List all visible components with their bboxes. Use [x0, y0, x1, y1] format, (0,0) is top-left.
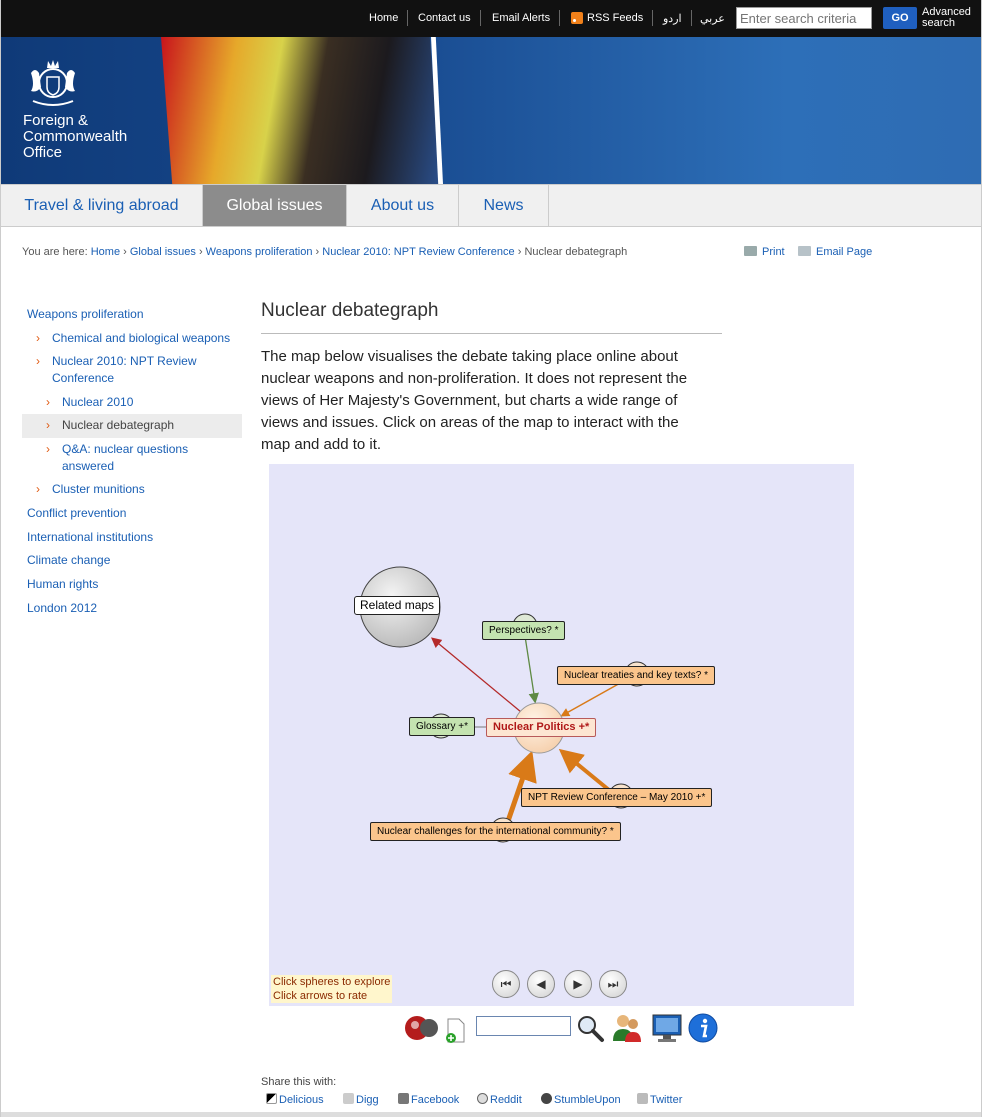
share-stumbleupon[interactable]	[541, 1093, 621, 1106]
breadcrumb-npt[interactable]: Nuclear 2010: NPT Review Conference	[322, 246, 515, 258]
main-nav	[1, 184, 982, 227]
map-toolbar	[401, 1010, 731, 1044]
sidebar-item-london-2012[interactable]	[27, 600, 97, 617]
sidebar-item-label: Conflict prevention	[27, 506, 127, 520]
users-icon[interactable]	[611, 1013, 645, 1043]
share-facebook[interactable]	[398, 1093, 459, 1106]
sidebar-item-human-rights[interactable]	[27, 576, 98, 593]
royal-crest-icon	[23, 55, 83, 107]
breadcrumb: You are here: Home › Global issues › Weapons proliferation › Nuclear 2010: NPT Review Conference › Nuclear debategraph	[22, 246, 628, 258]
digg-icon	[343, 1093, 354, 1104]
challenges-node[interactable]: Nuclear challenges for the international community? *	[370, 822, 621, 841]
title-divider	[261, 333, 722, 334]
skip-forward-icon[interactable]: ⏭	[599, 970, 627, 998]
sidebar-item-label: Weapons proliferation	[27, 307, 144, 321]
sidebar-item-cluster[interactable]	[36, 481, 145, 498]
divider	[480, 10, 481, 26]
tab-about-us[interactable]: About us	[347, 185, 459, 226]
share-label-text: Digg	[356, 1094, 379, 1106]
printer-icon	[744, 246, 757, 256]
sidebar-item-weapons[interactable]	[27, 306, 144, 323]
sidebar-item-label: Climate change	[27, 553, 111, 567]
arrow-npt[interactable]	[565, 754, 609, 790]
glossary-node[interactable]: Glossary +*	[409, 717, 475, 736]
monitor-icon[interactable]	[651, 1013, 683, 1043]
search-input[interactable]	[736, 7, 872, 29]
footer-divider	[1, 1112, 982, 1117]
info-icon[interactable]	[687, 1012, 719, 1044]
divider	[691, 10, 692, 26]
share-delicious[interactable]	[266, 1093, 324, 1106]
chevron-right-icon: ›	[36, 354, 40, 368]
sidebar-item-label: Nuclear 2010	[62, 395, 134, 409]
banner	[1, 37, 982, 184]
treaties-node[interactable]: Nuclear treaties and key texts? *	[557, 666, 715, 685]
share-label-text: Reddit	[490, 1094, 522, 1106]
reddit-icon	[477, 1093, 488, 1104]
share-reddit[interactable]	[477, 1093, 522, 1106]
tab-global-issues[interactable]: Global issues	[203, 185, 347, 226]
breadcrumb-weapons[interactable]: Weapons proliferation	[205, 246, 313, 258]
sidebar-item-debategraph[interactable]	[46, 417, 175, 434]
arrow-treaties[interactable]	[563, 682, 622, 715]
sidebar-item-qa[interactable]	[46, 441, 212, 475]
tab-travel[interactable]: Travel & living abroad	[1, 185, 203, 226]
center-node[interactable]: Nuclear Politics +*	[486, 718, 596, 737]
urdu-link[interactable]: اردو	[663, 13, 682, 25]
share-digg[interactable]	[343, 1093, 379, 1106]
arrow-related[interactable]	[433, 639, 521, 712]
chevron-right-icon: ›	[46, 418, 50, 432]
breadcrumb-global-issues[interactable]: Global issues	[129, 246, 196, 258]
map-search-input[interactable]	[476, 1016, 571, 1036]
sidebar-item-label: Q&A: nuclear questions answered	[62, 442, 189, 473]
go-button[interactable]: GO	[883, 7, 917, 29]
debategraph-map[interactable]	[269, 464, 854, 1006]
share-twitter[interactable]	[637, 1093, 682, 1106]
breadcrumb-prefix: You are here:	[22, 246, 88, 258]
sidebar-item-label: Chemical and biological weapons	[52, 331, 231, 345]
forward-icon[interactable]: ▶	[564, 970, 592, 998]
envelope-icon	[798, 246, 811, 256]
print-link[interactable]: Print	[762, 246, 785, 258]
rss-icon	[571, 12, 583, 24]
home-link[interactable]: Home	[369, 12, 399, 24]
map-hint	[271, 975, 392, 1003]
chevron-right-icon: ›	[36, 331, 40, 345]
back-icon[interactable]: ◀	[527, 970, 555, 998]
breadcrumb-home[interactable]: Home	[90, 246, 121, 258]
share-label-text: Delicious	[279, 1094, 324, 1106]
email-page-link[interactable]: Email Page	[816, 246, 873, 258]
contact-link[interactable]: Contact us	[418, 12, 471, 24]
twitter-icon	[637, 1093, 648, 1104]
breadcrumb-current: Nuclear debategraph	[524, 246, 628, 258]
hint-explore: Click spheres to explore	[273, 976, 391, 988]
chevron-right-icon: ›	[46, 395, 50, 409]
arabic-link[interactable]: عربي	[700, 13, 725, 25]
sidebar-item-label: International institutions	[27, 530, 154, 544]
sidebar-item-label: Human rights	[27, 577, 99, 591]
skip-back-icon[interactable]: ⏮	[492, 970, 520, 998]
top-bar	[1, 0, 982, 37]
divider	[652, 10, 653, 26]
divider	[407, 10, 408, 26]
tab-news[interactable]: News	[459, 185, 549, 226]
perspectives-node[interactable]: Perspectives? *	[482, 621, 565, 640]
share-label-text: StumbleUpon	[554, 1094, 621, 1106]
email-alerts-link[interactable]: Email Alerts	[492, 12, 551, 24]
debategraph-logo-icon[interactable]	[403, 1013, 441, 1043]
sidebar-item-chemical[interactable]	[36, 330, 242, 347]
sidebar-item-label: Cluster munitions	[52, 482, 145, 496]
chevron-right-icon: ›	[46, 442, 50, 456]
sidebar-item-label: Nuclear 2010: NPT Review Conference	[52, 354, 197, 385]
advanced-search-link[interactable]: Advanced search	[922, 6, 971, 29]
arrow-perspectives[interactable]	[525, 636, 535, 701]
sidebar-item-label: Nuclear debategraph	[62, 418, 175, 432]
stumbleupon-icon	[541, 1093, 552, 1104]
chevron-right-icon: ›	[36, 482, 40, 496]
fco-logo-text[interactable]: Foreign & Commonwealth Office	[23, 112, 128, 161]
rss-feeds-link[interactable]: RSS Feeds	[587, 12, 644, 24]
share-label: Share this with:	[261, 1076, 337, 1088]
sidebar-item-climate[interactable]	[27, 552, 110, 569]
sidebar-item-nuclear-2010[interactable]	[46, 394, 134, 411]
add-page-icon[interactable]	[445, 1018, 467, 1044]
page-title: Nuclear debategraph	[261, 300, 439, 321]
sidebar-item-npt[interactable]	[36, 353, 212, 387]
sidebar-item-institutions[interactable]	[27, 529, 153, 546]
sidebar-item-label: London 2012	[27, 601, 98, 615]
divider	[559, 10, 560, 26]
npt-node[interactable]: NPT Review Conference – May 2010 +*	[521, 788, 712, 807]
intro-text: The map below visualises the debate taking place online about nuclear weapons and non-proliferation. It does not represent the views of Her Majesty's Government, but charts a wide range of views and issues. Click on areas of the map to interact with the map and add to it.	[261, 348, 688, 453]
magnifier-icon[interactable]	[575, 1013, 605, 1043]
delicious-icon	[266, 1093, 277, 1104]
share-label-text: Twitter	[650, 1094, 683, 1106]
hint-rate: Click arrows to rate	[273, 990, 368, 1002]
sidebar-item-conflict[interactable]	[27, 505, 126, 522]
facebook-icon	[398, 1093, 409, 1104]
banner-photo	[161, 37, 441, 184]
related-maps-label[interactable]: Related maps	[354, 596, 440, 615]
share-label-text: Facebook	[411, 1094, 460, 1106]
